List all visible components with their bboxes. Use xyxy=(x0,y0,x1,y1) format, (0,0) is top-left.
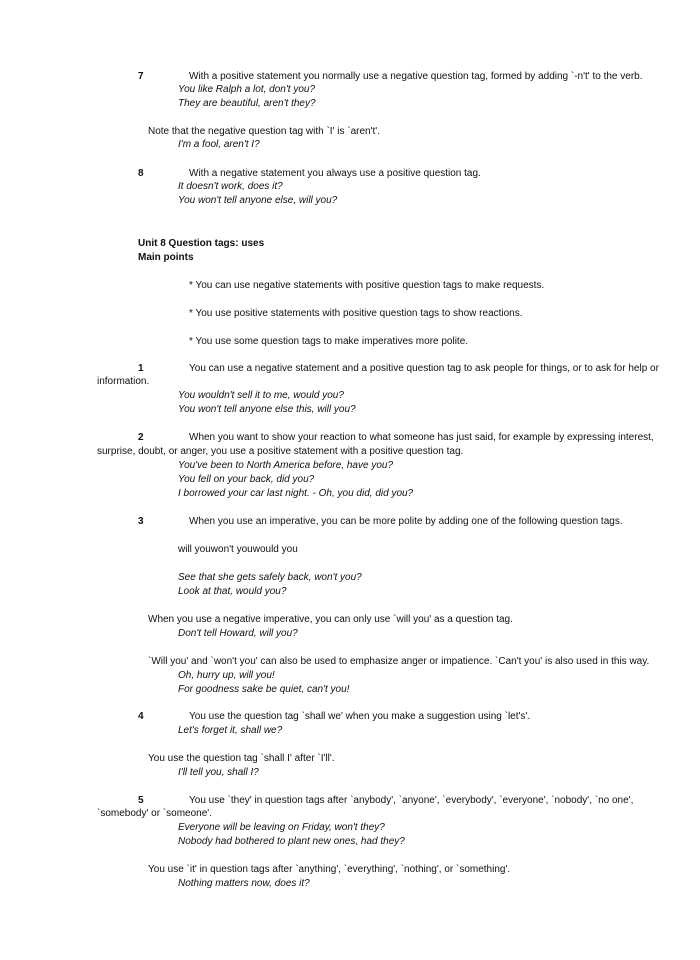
rule-text: With a negative statement you always use a positive question tag. xyxy=(189,168,481,179)
item-number-4: 4 xyxy=(138,711,144,722)
main-point-bullet: * You use some question tags to make imperatives more polite. xyxy=(189,336,469,347)
note-text: When you use a negative imperative, you can only use `will you' as a question tag. xyxy=(148,614,513,625)
item-number-3: 3 xyxy=(138,516,144,527)
rule-text: When you use an imperative, you can be more polite by adding one of the following question tags. xyxy=(189,516,623,527)
example-sentence: Let's forget it, shall we? xyxy=(178,725,283,736)
example-sentence: You won't tell anyone else this, will you? xyxy=(178,404,356,415)
rule-text: You can use a negative statement and a positive question tag to ask people for things, or to ask for help or xyxy=(189,363,659,374)
item-number-7: 7 xyxy=(138,71,144,82)
example-sentence: You wouldn't sell it to me, would you? xyxy=(178,390,344,401)
rule-text-continued: surprise, doubt, or anger, you use a positive statement with a positive question tag. xyxy=(97,446,464,457)
rule-text: When you want to show your reaction to what someone has just said, for example by expressing interest, xyxy=(189,432,654,443)
unit-title: Unit 8 Question tags: uses xyxy=(138,238,265,249)
item-number-8: 8 xyxy=(138,168,144,179)
example-sentence: You fell on your back, did you? xyxy=(178,474,315,485)
item-number-2: 2 xyxy=(138,432,144,443)
example-sentence: They are beautiful, aren't they? xyxy=(178,98,316,109)
rule-text-continued: information. xyxy=(97,376,150,387)
item-number-1: 1 xyxy=(138,363,144,374)
example-sentence: You like Ralph a lot, don't you? xyxy=(178,84,316,95)
note-text: You use the question tag `shall I' after `I'll'. xyxy=(148,753,335,764)
example-sentence: Nobody had bothered to plant new ones, had they? xyxy=(178,836,405,847)
main-point-bullet: * You can use negative statements with positive question tags to make requests. xyxy=(189,280,545,291)
example-sentence: For goodness sake be quiet, can't you! xyxy=(178,684,350,695)
example-sentence: See that she gets safely back, won't you? xyxy=(178,572,362,583)
example-sentence: Look at that, would you? xyxy=(178,586,287,597)
example-sentence: Everyone will be leaving on Friday, won't they? xyxy=(178,822,385,833)
item-number-5: 5 xyxy=(138,795,144,806)
main-points-heading: Main points xyxy=(138,252,194,263)
note-text: Note that the negative question tag with `I' is `aren't'. xyxy=(148,126,380,137)
rule-text: You use `they' in question tags after `anybody', `anyone', `everybody', `everyone', `nobody', `no one', xyxy=(189,795,634,806)
example-sentence: Nothing matters now, does it? xyxy=(178,878,310,889)
note-text: You use `it' in question tags after `anything', `everything', `nothing', or `something'. xyxy=(148,864,511,875)
example-sentence: You've been to North America before, have you? xyxy=(178,460,394,471)
example-sentence: Don't tell Howard, will you? xyxy=(178,628,298,639)
example-sentence: It doesn't work, does it? xyxy=(178,181,283,192)
main-point-bullet: * You use positive statements with positive question tags to show reactions. xyxy=(189,308,523,319)
question-tag-list: will youwon't youwould you xyxy=(178,544,298,555)
example-sentence: You won't tell anyone else, will you? xyxy=(178,195,338,206)
rule-text-continued: `somebody' or `someone'. xyxy=(97,808,212,819)
example-sentence: I'll tell you, shall I? xyxy=(178,767,259,778)
example-sentence: Oh, hurry up, will you! xyxy=(178,670,275,681)
note-text: `Will you' and `won't you' can also be used to emphasize anger or impatience. `Can't you' is also used in this way. xyxy=(148,656,650,667)
rule-text: You use the question tag `shall we' when you make a suggestion using `let's'. xyxy=(189,711,531,722)
example-sentence: I borrowed your car last night. - Oh, you did, did you? xyxy=(178,488,414,499)
example-sentence: I'm a fool, aren't I? xyxy=(178,139,260,150)
rule-text: With a positive statement you normally use a negative question tag, formed by adding `-n't' to the verb. xyxy=(189,71,643,82)
